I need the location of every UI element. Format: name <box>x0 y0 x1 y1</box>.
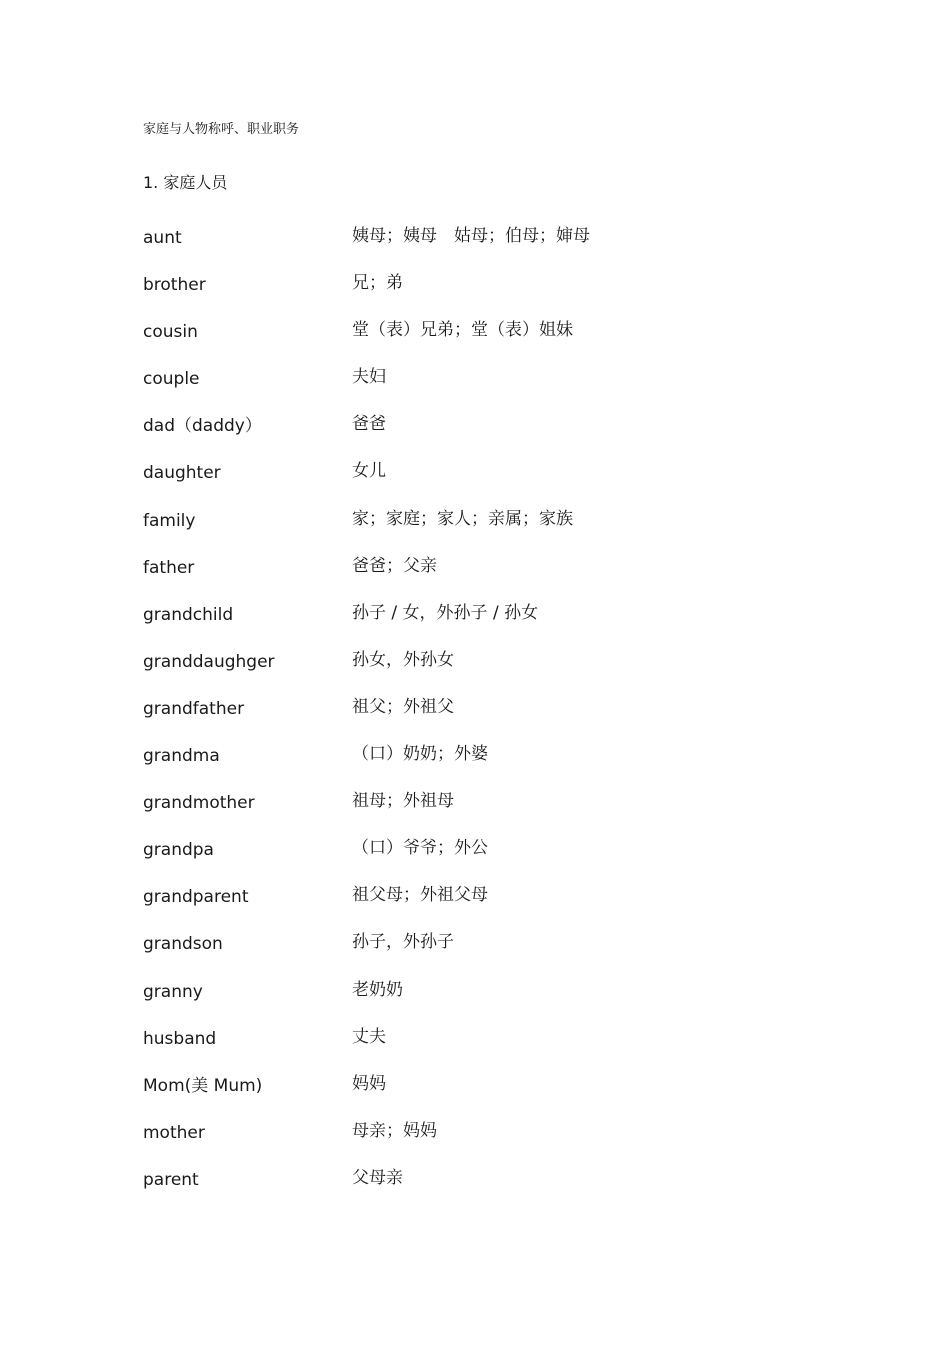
vocab-row <box>143 695 803 742</box>
vocab-row <box>143 978 803 1025</box>
vocab-meaning: 祖母；外祖母 <box>352 791 454 812</box>
vocab-meaning: 堂（表）兄弟；堂（表）姐妹 <box>352 320 573 341</box>
vocab-meaning: 祖父母；外祖父母 <box>352 885 488 906</box>
vocab-row <box>143 318 803 365</box>
vocab-meaning: 丈夫 <box>352 1026 386 1047</box>
vocab-term: granny <box>143 981 203 1002</box>
vocab-meaning: （口）奶奶；外婆 <box>352 744 488 765</box>
vocab-row <box>143 459 803 506</box>
vocab-row <box>143 224 803 271</box>
vocab-row <box>143 271 803 318</box>
vocab-meaning: 老奶奶 <box>352 979 403 1000</box>
document-title: 家庭与人物称呼、职业职务 <box>143 122 300 137</box>
vocab-meaning: 女儿 <box>352 461 386 482</box>
vocab-meaning: 妈妈 <box>352 1073 386 1094</box>
vocab-row <box>143 507 803 554</box>
vocab-term: dad（daddy） <box>143 416 262 437</box>
vocab-meaning: 爸爸 <box>352 414 386 435</box>
vocab-term: Mom(美 Mum) <box>143 1075 263 1096</box>
vocab-term: husband <box>143 1028 217 1049</box>
vocab-row <box>143 1072 803 1119</box>
vocab-meaning: 家；家庭；家人；亲属；家族 <box>352 508 573 529</box>
vocab-term: grandma <box>143 746 220 767</box>
vocab-term: brother <box>143 275 206 296</box>
vocab-meaning: 兄；弟 <box>352 273 403 294</box>
vocab-meaning: 姨母；姨母 姑母；伯母；婶母 <box>352 226 590 246</box>
vocab-term: grandfather <box>143 698 245 719</box>
section-heading: 1. 家庭人员 <box>143 173 228 192</box>
vocab-term: aunt <box>143 228 182 248</box>
vocab-meaning: 孙子 / 女，外孙子 / 孙女 <box>352 602 539 623</box>
vocab-term: father <box>143 557 195 578</box>
vocab-term: daughter <box>143 463 221 484</box>
vocab-row <box>143 412 803 459</box>
vocab-term: granddaughger <box>143 651 275 672</box>
vocab-term: mother <box>143 1122 205 1143</box>
vocab-term: grandmother <box>143 793 255 814</box>
vocab-meaning: 母亲；妈妈 <box>352 1120 437 1141</box>
vocabulary-list <box>143 224 803 1213</box>
vocab-meaning: 父母亲 <box>352 1167 403 1188</box>
vocab-term: grandpa <box>143 840 214 861</box>
vocab-term: grandson <box>143 934 223 955</box>
vocab-meaning: 爸爸；父亲 <box>352 555 437 576</box>
vocab-row <box>143 648 803 695</box>
vocab-row <box>143 601 803 648</box>
vocab-row <box>143 883 803 930</box>
vocab-row <box>143 1119 803 1166</box>
vocab-row <box>143 930 803 977</box>
vocab-term: cousin <box>143 322 198 343</box>
vocab-row <box>143 554 803 601</box>
vocab-term: couple <box>143 369 200 390</box>
vocab-term: family <box>143 510 196 531</box>
vocab-term: grandparent <box>143 887 249 908</box>
vocab-meaning: 孙女，外孙女 <box>352 649 454 670</box>
vocab-row <box>143 1025 803 1072</box>
vocab-term: parent <box>143 1169 199 1190</box>
vocab-row <box>143 836 803 883</box>
vocab-meaning: （口）爷爷；外公 <box>352 838 488 859</box>
vocab-meaning: 孙子，外孙子 <box>352 932 454 953</box>
vocab-row <box>143 789 803 836</box>
vocab-row <box>143 365 803 412</box>
vocab-meaning: 夫妇 <box>352 367 386 388</box>
vocab-term: grandchild <box>143 604 234 625</box>
vocab-row <box>143 742 803 789</box>
vocab-row <box>143 1166 803 1213</box>
vocab-meaning: 祖父；外祖父 <box>352 696 454 717</box>
